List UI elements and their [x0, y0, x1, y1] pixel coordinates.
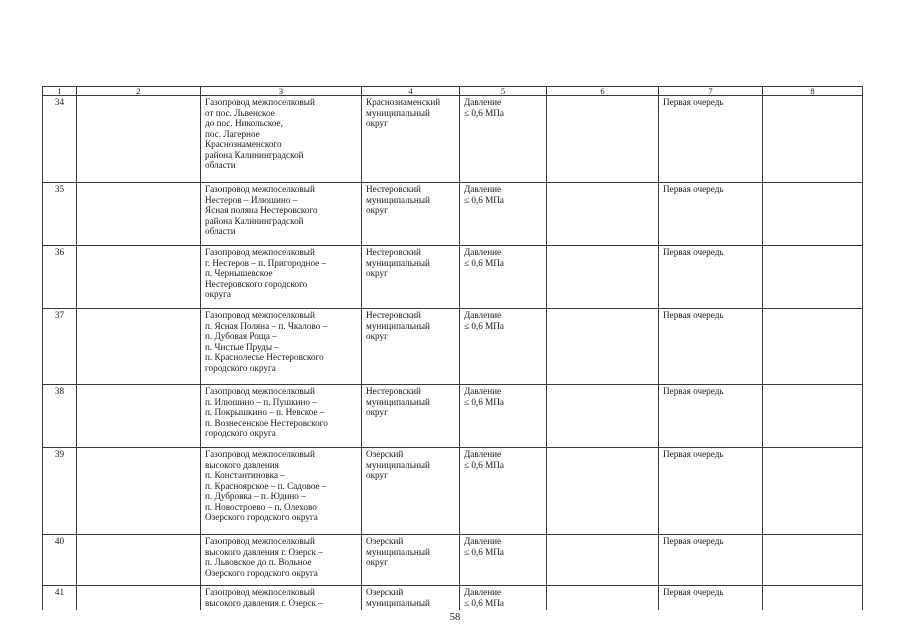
- object-name-cell: [201, 96, 362, 183]
- cell-line: муниципальный: [366, 546, 430, 557]
- cell-line: Краснознаменский: [366, 97, 441, 107]
- column-2-cell: [77, 535, 201, 586]
- cell-line: п. Дубовая Роща –: [205, 331, 277, 341]
- cell-line: п. Ясная Поляна – п. Чкалово –: [205, 320, 328, 331]
- column-8-cell: [763, 535, 863, 586]
- cell-line: Газопровод межпоселковый: [205, 184, 315, 194]
- table-row: [43, 96, 863, 183]
- cell-line: ≤ 0,6 МПа: [464, 257, 505, 268]
- row-number-cell: 40: [43, 535, 77, 586]
- pressure-cell: [460, 385, 547, 448]
- cell-line: муниципальный: [366, 396, 430, 407]
- object-name-cell: [201, 309, 362, 385]
- cell-line: Газопровод межпоселковый: [205, 536, 315, 546]
- stage-cell: Первая очередь: [659, 96, 763, 183]
- cell-line: высокого давления г. Озерск –: [205, 546, 323, 557]
- stage-cell: Первая очередь: [659, 586, 763, 610]
- cell-line: Озерский: [366, 449, 404, 459]
- cell-line: Нестеровский: [366, 310, 421, 320]
- object-name-cell: [201, 385, 362, 448]
- column-6-cell: [547, 96, 659, 183]
- object-name-cell: [201, 586, 362, 610]
- district-cell: [362, 448, 460, 535]
- cell-line: п. Львовское до п. Вольное: [205, 557, 312, 567]
- pressure-cell: [460, 586, 547, 610]
- pressure-cell: [460, 183, 547, 246]
- cell-line: Давление: [464, 536, 502, 546]
- cell-line: п. Новостроево – п. Олехово: [205, 501, 317, 512]
- cell-line: г. Нестеров – п. Пригородное –: [205, 257, 327, 268]
- row-number-cell: 36: [43, 246, 77, 309]
- cell-line: Газопровод межпоселковый: [205, 97, 315, 107]
- row-number-cell: 41: [43, 586, 77, 610]
- district-cell: [362, 385, 460, 448]
- column-number: 6: [547, 87, 659, 96]
- column-2-cell: [77, 586, 201, 610]
- cell-line: Озерского городского округа: [205, 567, 318, 578]
- cell-line: Краснознаменского: [205, 139, 282, 149]
- column-8-cell: [763, 385, 863, 448]
- cell-line: от пос. Львенское: [205, 107, 275, 118]
- stage-cell: Первая очередь: [659, 246, 763, 309]
- cell-line: Озерский: [366, 587, 404, 597]
- cell-line: округ: [366, 331, 388, 341]
- stage-cell: Первая очередь: [659, 448, 763, 535]
- cell-line: муниципальный: [366, 257, 430, 268]
- column-8-cell: [763, 96, 863, 183]
- row-number-cell: 39: [43, 448, 77, 535]
- cell-line: округ: [366, 470, 388, 480]
- district-cell: [362, 535, 460, 586]
- stage-cell: Первая очередь: [659, 385, 763, 448]
- registry-table: [42, 86, 863, 610]
- cell-line: п. Илюшино – п. Пушкино –: [205, 396, 317, 407]
- cell-line: Ясная поляна Нестеровского: [205, 205, 318, 215]
- cell-line: п. Чернышевское: [205, 268, 273, 278]
- column-6-cell: [547, 183, 659, 246]
- cell-line: городского округа: [205, 428, 276, 438]
- cell-line: Нестеровский: [366, 184, 421, 194]
- object-name-cell: [201, 246, 362, 309]
- cell-line: городского округа: [205, 362, 276, 373]
- object-name-cell: [201, 183, 362, 246]
- cell-line: п. Чистые Пруды –: [205, 341, 279, 352]
- cell-line: Газопровод межпоселковый: [205, 386, 315, 396]
- cell-line: п. Дубровка – п. Юдино –: [205, 491, 306, 501]
- cell-line: округ: [366, 557, 388, 567]
- stage-cell: Первая очередь: [659, 309, 763, 385]
- object-name-cell: [201, 535, 362, 586]
- cell-line: округ: [366, 205, 388, 215]
- cell-line: муниципальный: [366, 320, 430, 331]
- cell-line: ≤ 0,6 МПа: [464, 107, 505, 118]
- cell-line: ≤ 0,6 МПа: [464, 546, 505, 557]
- cell-line: района Калининградской: [205, 215, 304, 226]
- cell-line: Давление: [464, 310, 502, 320]
- cell-line: Давление: [464, 386, 502, 396]
- cell-line: Озерского городского округа: [205, 512, 318, 522]
- cell-line: Газопровод межпоселковый: [205, 587, 315, 597]
- row-number-cell: 35: [43, 183, 77, 246]
- cell-line: округ: [366, 268, 388, 278]
- cell-line: муниципальный: [366, 459, 430, 470]
- table-row: [43, 448, 863, 535]
- cell-line: Давление: [464, 449, 502, 459]
- cell-line: муниципальный: [366, 107, 430, 118]
- district-cell: [362, 246, 460, 309]
- cell-line: Газопровод межпоселковый: [205, 310, 315, 320]
- cell-line: округа: [205, 289, 231, 299]
- column-8-cell: [763, 448, 863, 535]
- column-8-cell: [763, 246, 863, 309]
- cell-line: области: [205, 160, 236, 170]
- pressure-cell: [460, 535, 547, 586]
- cell-line: пос. Лагерное: [205, 128, 260, 139]
- table-row: [43, 246, 863, 309]
- column-6-cell: [547, 309, 659, 385]
- column-number: 8: [763, 87, 863, 96]
- row-number-cell: 34: [43, 96, 77, 183]
- cell-line: муниципальный: [366, 194, 430, 205]
- table-row: [43, 586, 863, 610]
- cell-line: Озерский: [366, 536, 404, 546]
- cell-line: ≤ 0,6 МПа: [464, 396, 505, 407]
- cell-line: п. Краснолесье Нестеровского: [205, 352, 324, 362]
- cell-line: п. Покрышкино – п. Невское –: [205, 407, 325, 417]
- pressure-cell: [460, 448, 547, 535]
- district-cell: [362, 586, 460, 610]
- district-cell: [362, 96, 460, 183]
- cell-line: области: [205, 226, 236, 236]
- cell-line: района Калининградской: [205, 149, 304, 160]
- cell-line: п. Вознесенское Нестеровского: [205, 417, 328, 428]
- column-6-cell: [547, 535, 659, 586]
- table-row: [43, 309, 863, 385]
- column-2-cell: [77, 183, 201, 246]
- district-cell: [362, 309, 460, 385]
- cell-line: ≤ 0,6 МПа: [464, 597, 505, 608]
- row-number-cell: 37: [43, 309, 77, 385]
- column-6-cell: [547, 246, 659, 309]
- pressure-cell: [460, 246, 547, 309]
- column-number: 1: [43, 87, 77, 96]
- district-cell: [362, 183, 460, 246]
- pressure-cell: [460, 96, 547, 183]
- cell-line: Нестеров – Илюшино –: [205, 194, 298, 205]
- cell-line: высокого давления г. Озерск –: [205, 597, 323, 608]
- stage-cell: Первая очередь: [659, 535, 763, 586]
- cell-line: п. Красноярское – п. Садовое –: [205, 480, 327, 491]
- cell-line: Газопровод межпоселковый: [205, 449, 315, 459]
- cell-line: ≤ 0,6 МПа: [464, 194, 505, 205]
- cell-line: Нестеровский: [366, 247, 421, 257]
- cell-line: Нестеровский: [366, 386, 421, 396]
- column-number: 7: [659, 87, 763, 96]
- column-2-cell: [77, 385, 201, 448]
- cell-line: п. Константиновка –: [205, 470, 285, 480]
- column-number: 4: [362, 87, 460, 96]
- table-body: [43, 87, 863, 610]
- column-2-cell: [77, 309, 201, 385]
- column-6-cell: [547, 385, 659, 448]
- cell-line: Нестеровского городского: [205, 278, 308, 289]
- cell-line: ≤ 0,6 МПа: [464, 459, 505, 470]
- column-number: 5: [460, 87, 547, 96]
- object-name-cell: [201, 448, 362, 535]
- column-number: 3: [201, 87, 362, 96]
- column-8-cell: [763, 586, 863, 610]
- pressure-cell: [460, 309, 547, 385]
- cell-line: высокого давления: [205, 459, 279, 470]
- column-number-row: [43, 87, 863, 96]
- column-6-cell: [547, 448, 659, 535]
- cell-line: Давление: [464, 184, 502, 194]
- column-8-cell: [763, 309, 863, 385]
- cell-line: Давление: [464, 97, 502, 107]
- table-row: [43, 385, 863, 448]
- cell-line: муниципальный: [366, 597, 430, 608]
- column-6-cell: [547, 586, 659, 610]
- cell-line: Давление: [464, 587, 502, 597]
- cell-line: до пос. Никольское,: [205, 118, 283, 128]
- row-number-cell: 38: [43, 385, 77, 448]
- cell-line: Газопровод межпоселковый: [205, 247, 315, 257]
- page-number: 58: [449, 612, 461, 623]
- column-8-cell: [763, 183, 863, 246]
- column-2-cell: [77, 96, 201, 183]
- cell-line: ≤ 0,6 МПа: [464, 320, 505, 331]
- column-number: 2: [77, 87, 201, 96]
- table-row: [43, 535, 863, 586]
- column-2-cell: [77, 448, 201, 535]
- cell-line: округ: [366, 118, 388, 128]
- stage-cell: Первая очередь: [659, 183, 763, 246]
- cell-line: Давление: [464, 247, 502, 257]
- table-row: [43, 183, 863, 246]
- column-2-cell: [77, 246, 201, 309]
- cell-line: округ: [366, 407, 388, 417]
